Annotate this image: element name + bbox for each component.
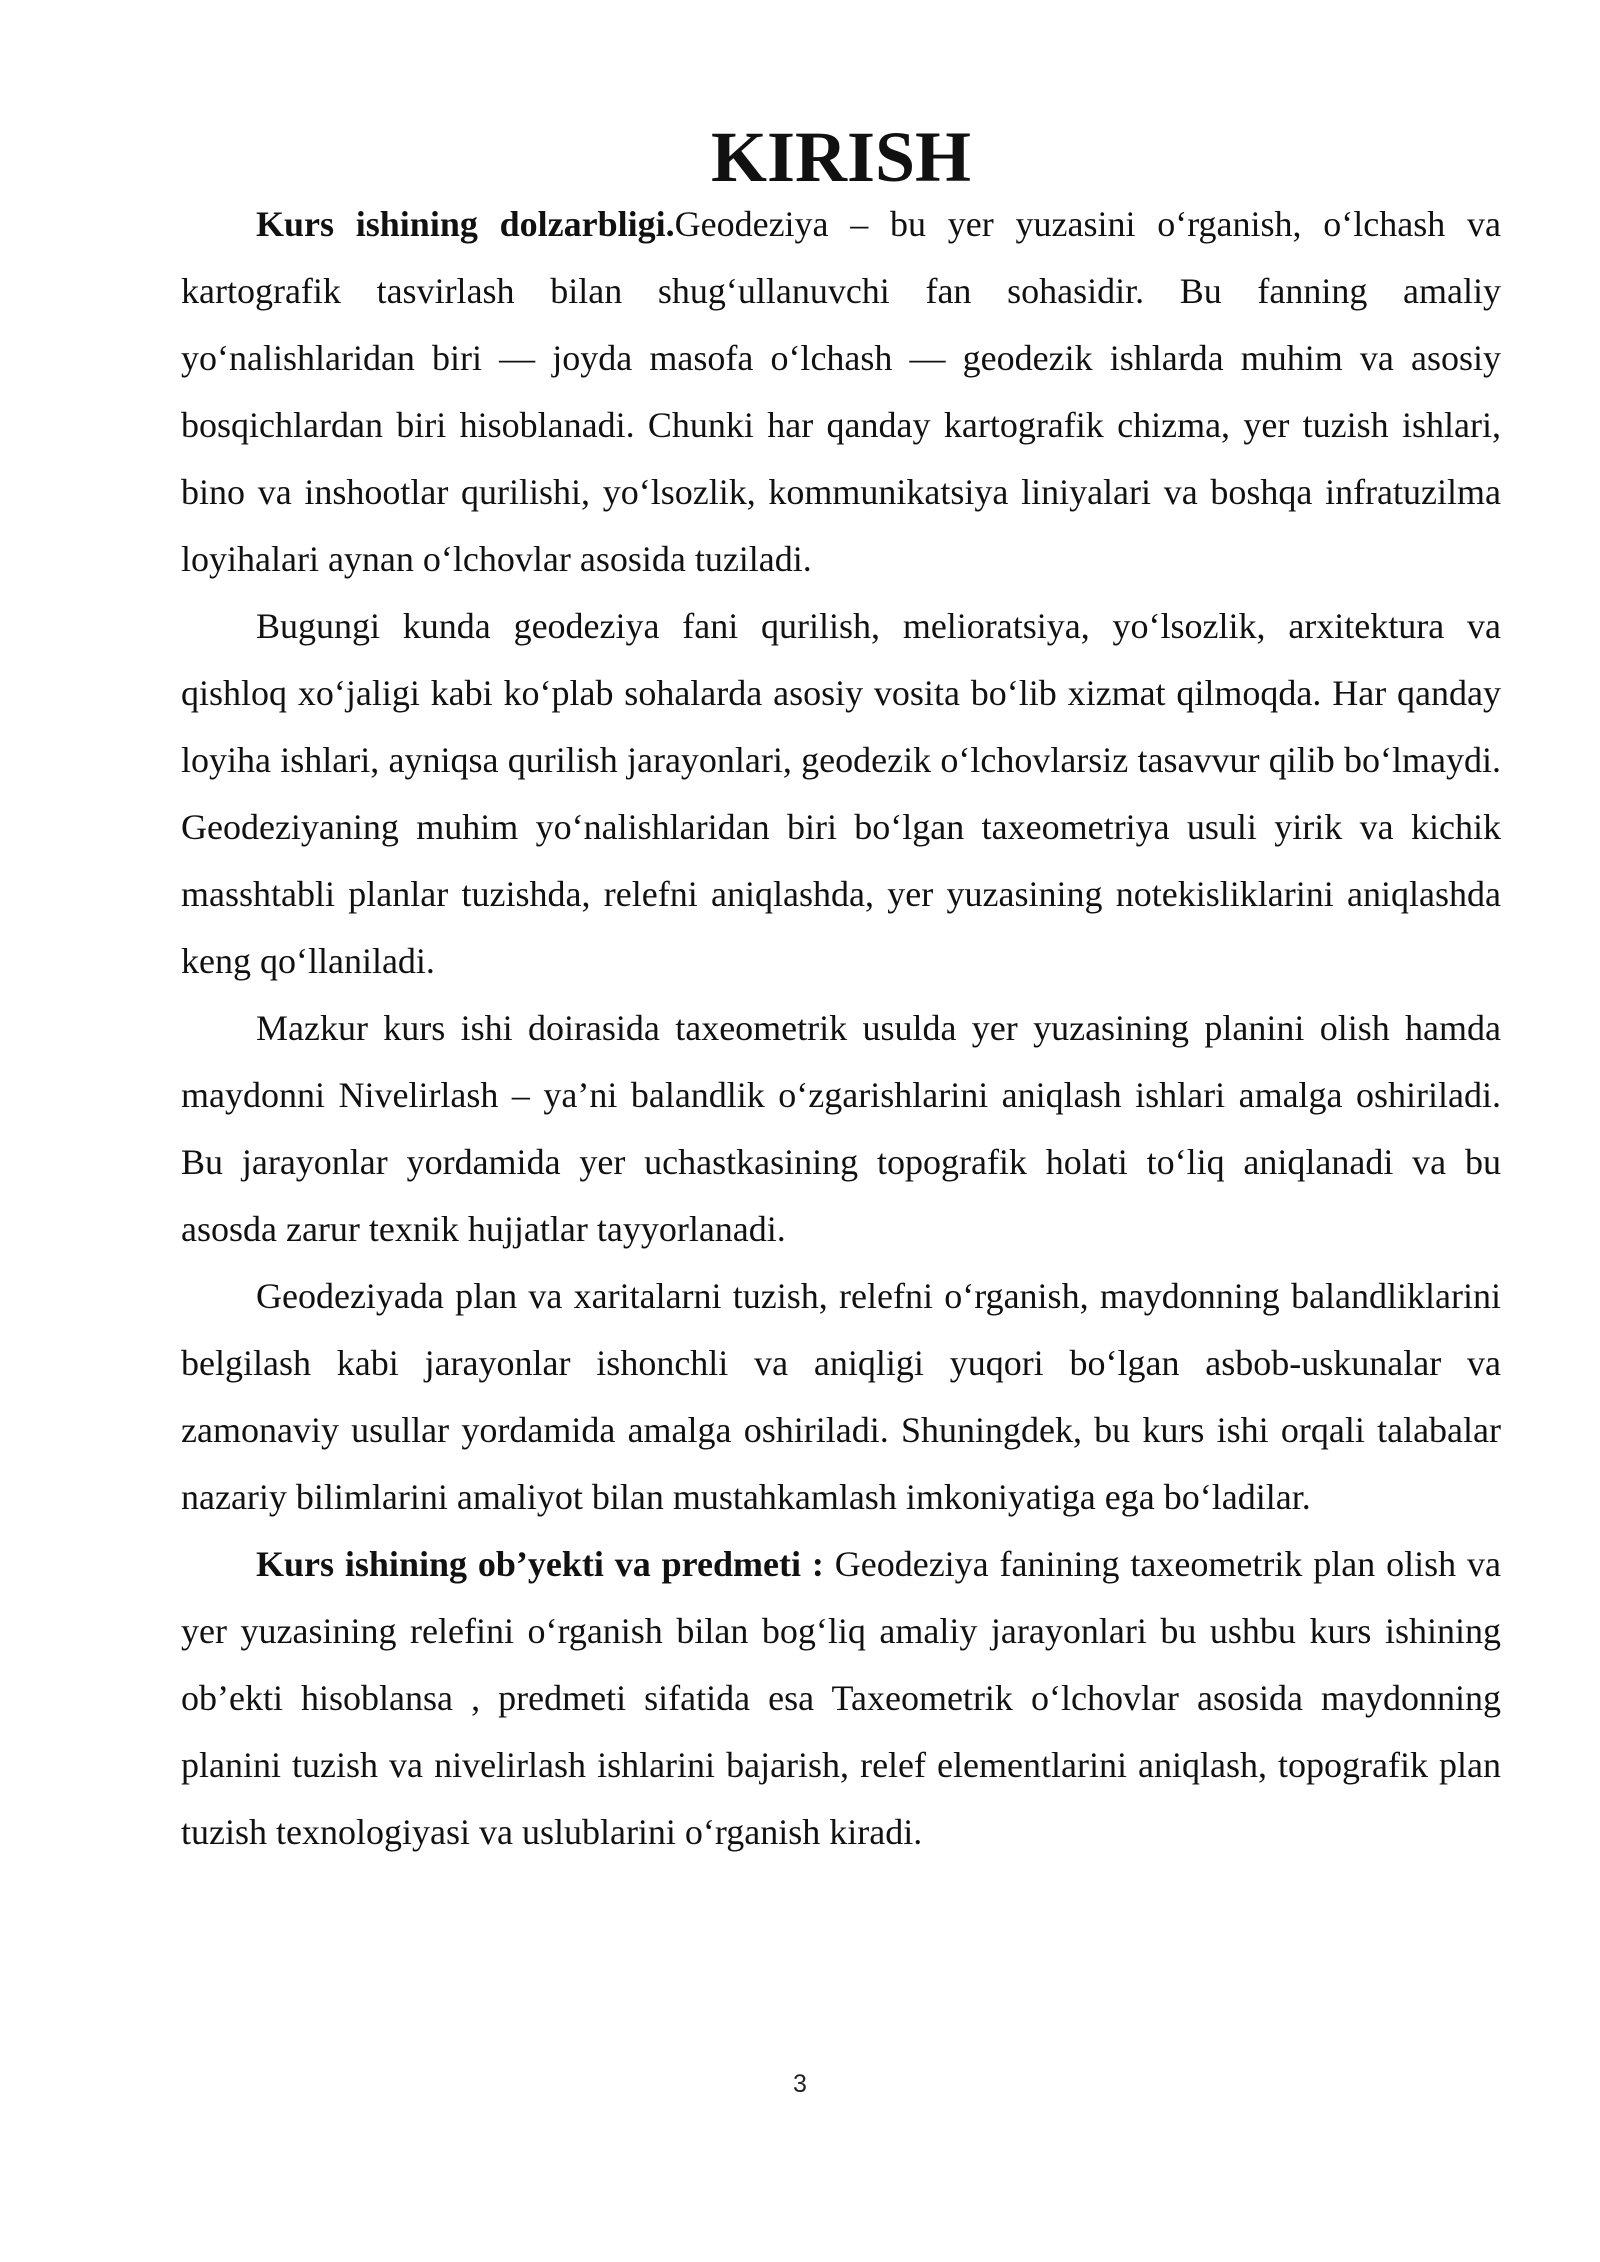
paragraph-relevance — [181, 191, 1501, 593]
page-title: KIRISH — [710, 117, 972, 197]
paragraph-text: Geodeziya – bu yer yuzasini o‘rganish, o‘lchash va kartografik tasvirlash bilan shug‘ullanuvchi fan sohasidir. Bu fanning amaliy yo‘nalishlaridan biri — joyda masofa o‘lchash — geodezik ishlarda muhim va asosiy bosqichlardan biri hisoblanadi. Chunki har qanday kartografik chizma, yer tuzish ishlari, bino va inshootlar qurilishi, yo‘lsozlik, kommunikatsiya liniyalari va boshqa infratuzilma loyihalari aynan o‘lchovlar asosida tuziladi. — [181, 204, 1501, 579]
paragraph-object-subject — [181, 1531, 1501, 1866]
page-body — [181, 117, 1502, 1866]
paragraph-text: Geodeziya fanining taxeometrik plan olish va yer yuzasining relefini o‘rganish bilan bog‘liq amaliy jarayonlari bu ushbu kurs ishining ob’ekti hisoblansa , predmeti sifatida esa Taxeometrik o‘lchovlar asosida maydonning planini tuzish va nivelirlash ishlarini bajarish, relef elementlarini aniqlash, topografik plan tuzish texnologiyasi va uslublarini o‘rganish kiradi. — [181, 1544, 1502, 1852]
paragraph-text: Geodeziyada plan va xaritalarni tuzish, relefni o‘rganish, maydonning balandliklarini belgilash kabi jarayonlar ishonchli va aniqligi yuqori bo‘lgan asbob-uskunalar va zamonaviy usullar yordamida amalga oshiriladi. Shuningdek, bu kurs ishi orqali talabalar nazariy bilimlarini amaliyot bilan mustahkamlash imkoniyatiga ega bo‘ladilar. — [181, 1276, 1501, 1517]
paragraph-text: Bugungi kunda geodeziya fani qurilish, melioratsiya, yo‘lsozlik, arxitektura va qishloq xo‘jaligi kabi ko‘plab sohalarda asosiy vosita bo‘lib xizmat qilmoqda. Har qanday loyiha ishlari, ayniqsa qurilish jarayonlari, geodezik o‘lchovlarsiz tasavvur qilib bo‘lmaydi. Geodeziyaning muhim yo‘nalishlaridan biri bo‘lgan taxeometriya usuli yirik va kichik masshtabli planlar tuzishda, relefni aniqlashda, yer yuzasining notekisliklarini aniqlashda keng qo‘llaniladi. — [181, 606, 1501, 981]
paragraph-text: Mazkur kurs ishi doirasida taxeometrik usulda yer yuzasining planini olish hamda maydonni Nivelirlash – ya’ni balandlik o‘zgarishlarini aniqlash ishlari amalga oshiriladi. Bu jarayonlar yordamida yer uchastkasining topografik holati to‘liq aniqlanadi va bu asosda zarur texnik hujjatlar tayyorlanadi. — [181, 1008, 1501, 1249]
paragraph-lead: Kurs ishining dolzarbligi. — [256, 204, 675, 244]
paragraph-geodesy-today — [181, 593, 1501, 995]
paragraph-lead: Kurs ishining ob’yekti va predmeti : — [256, 1544, 824, 1584]
page-number: 3 — [793, 2070, 807, 2098]
paragraph-methods — [181, 1263, 1501, 1531]
paragraph-course-scope — [181, 995, 1501, 1263]
